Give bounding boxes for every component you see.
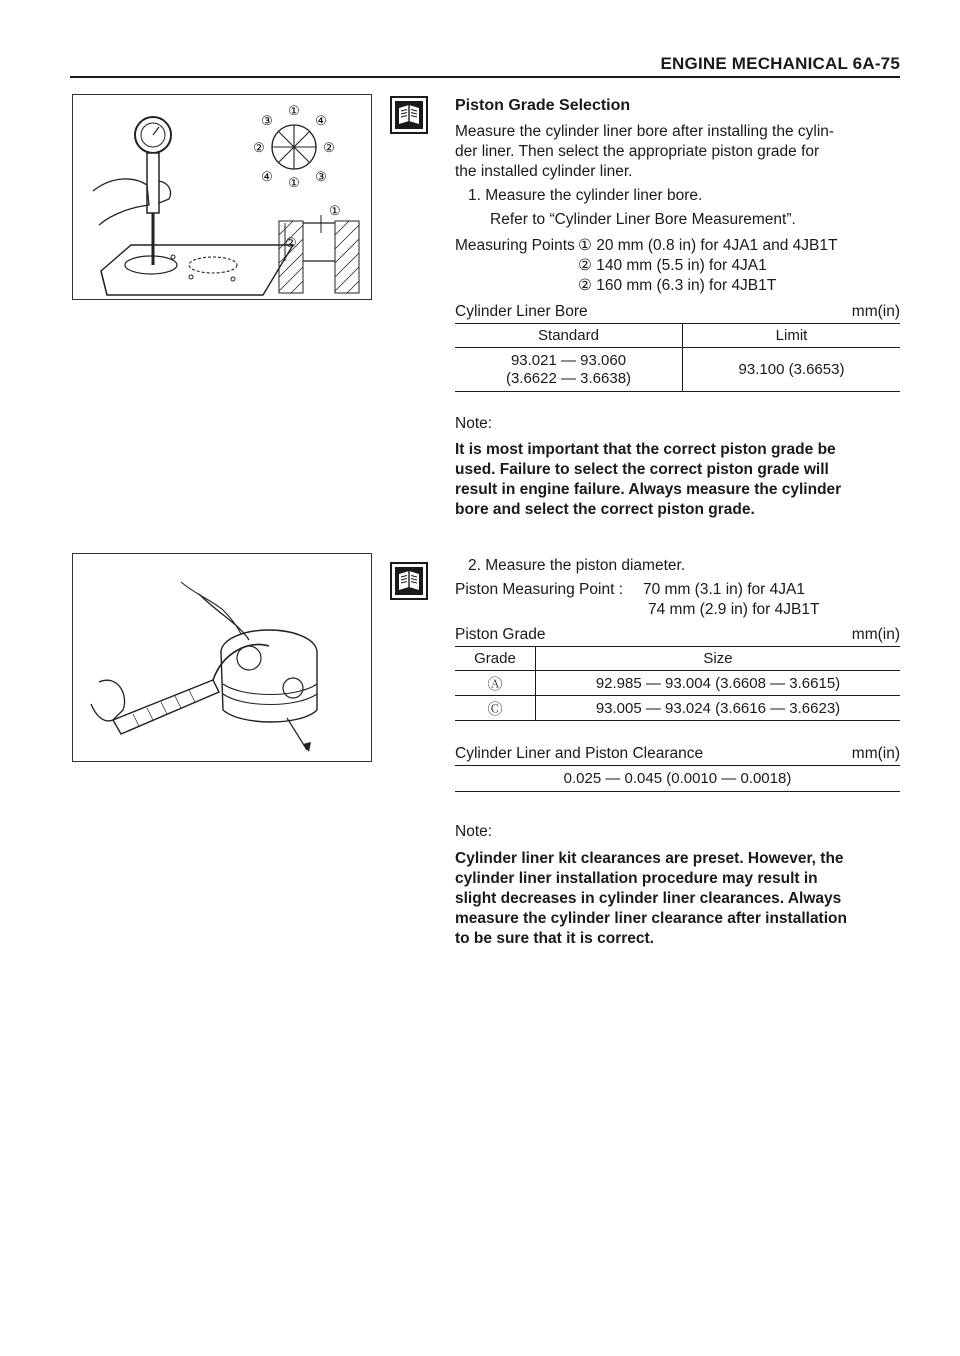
bore-standard-cell xyxy=(455,348,683,392)
grade-table-title-row xyxy=(455,626,900,644)
micrometer-illustration xyxy=(73,554,371,761)
note-2-line-3: slight decreases in cylinder liner clearances. Always xyxy=(455,890,842,907)
grade-c-size: 93.005 — 93.024 (3.6616 — 3.6623) xyxy=(595,699,841,717)
depth-label-1: ① xyxy=(329,203,341,218)
bore-table xyxy=(455,323,900,392)
bore-header-standard: Standard xyxy=(455,324,683,348)
piston-measuring-point-2: 74 mm (2.9 in) for 4JB1T xyxy=(648,601,820,618)
bore-table-title-row xyxy=(455,303,900,321)
clearance-value: 0.025 — 0.045 (0.0010 — 0.0018) xyxy=(563,770,792,787)
step-2: 2. Measure the piston diameter. xyxy=(468,557,686,574)
bore-table-title: Cylinder Liner Bore xyxy=(455,303,588,320)
piston-measuring-point-1: 70 mm (3.1 in) for 4JA1 xyxy=(643,581,805,598)
clearance-table-unit: mm(in) xyxy=(851,745,900,762)
manual-book-icon xyxy=(390,96,428,134)
table-row xyxy=(455,671,900,696)
note-1-line-3: result in engine failure. Always measure the cylinder xyxy=(455,481,842,498)
intro-line-1: Measure the cylinder liner bore after installing the cylin- xyxy=(455,123,835,140)
note-1-line-2: used. Failure to select the correct piston grade will xyxy=(455,461,829,478)
note-1-line-4: bore and select the correct piston grade. xyxy=(455,501,755,518)
measuring-points-label: Measuring Points xyxy=(455,237,575,254)
piston-measuring-point-label: Piston Measuring Point : xyxy=(455,581,624,598)
grade-c: Ⓒ xyxy=(455,696,536,721)
bore-gauge-illustration xyxy=(73,95,371,299)
bore-limit: 93.100 (3.6653) xyxy=(738,361,845,378)
clearance-table-title-row xyxy=(455,745,900,763)
step-1: 1. Measure the cylinder liner bore. xyxy=(468,187,703,204)
grade-header-size: Size xyxy=(703,650,733,667)
measuring-point-3: ② 160 mm (6.3 in) for 4JB1T xyxy=(578,277,777,294)
position-label-2-left: ② xyxy=(253,140,265,155)
position-label-4-bottom: ④ xyxy=(261,169,273,184)
bore-standard-in: (3.6622 — 3.6638) xyxy=(505,369,632,387)
note-label-2: Note: xyxy=(455,823,493,840)
grade-table xyxy=(455,646,900,721)
position-label-1-top: ① xyxy=(288,103,300,118)
note-2-line-5: to be sure that it is correct. xyxy=(455,930,654,947)
note-2-line-4: measure the cylinder liner clearance after installation xyxy=(455,910,847,927)
grade-table-title: Piston Grade xyxy=(455,626,546,643)
section-title: Piston Grade Selection xyxy=(455,97,631,114)
intro-line-2: der liner. Then select the appropriate piston grade for xyxy=(455,143,820,160)
position-label-2-right: ② xyxy=(323,140,335,155)
position-label-1-bottom: ① xyxy=(288,175,300,190)
table-row xyxy=(455,696,900,721)
intro-line-3: the installed cylinder liner. xyxy=(455,163,633,180)
note-label-1: Note: xyxy=(455,415,493,432)
header-rule xyxy=(70,76,900,78)
grade-table-unit: mm(in) xyxy=(851,626,900,643)
note-2-line-2: cylinder liner installation procedure may result in xyxy=(455,870,818,887)
depth-label-2: ② xyxy=(285,235,297,250)
measuring-point-1: ① 20 mm (0.8 in) for 4JA1 and 4JB1T xyxy=(578,237,838,254)
grade-header-grade: Grade xyxy=(455,647,536,671)
measuring-point-2: ② 140 mm (5.5 in) for 4JA1 xyxy=(578,257,767,274)
position-label-4-top: ④ xyxy=(315,113,327,128)
position-label-3-top: ③ xyxy=(261,113,273,128)
step-1-reference: Refer to “Cylinder Liner Bore Measurement”. xyxy=(490,211,796,228)
manual-book-icon xyxy=(390,562,428,600)
grade-a: Ⓐ xyxy=(455,671,536,696)
clearance-table-title: Cylinder Liner and Piston Clearance xyxy=(455,745,704,762)
clearance-table xyxy=(455,765,900,792)
note-2-line-1: Cylinder liner kit clearances are preset. However, the xyxy=(455,850,844,867)
position-label-3-bottom: ③ xyxy=(315,169,327,184)
grade-a-size: 92.985 — 93.004 (3.6608 — 3.6615) xyxy=(595,674,841,692)
bore-header-limit: Limit xyxy=(775,327,808,344)
bore-gauge-figure xyxy=(72,94,372,300)
note-1-line-1: It is most important that the correct piston grade be xyxy=(455,441,836,458)
page-header: ENGINE MECHANICAL 6A-75 xyxy=(660,54,900,73)
bore-standard-mm: 93.021 — 93.060 xyxy=(510,351,627,369)
bore-table-unit: mm(in) xyxy=(851,303,900,320)
micrometer-figure xyxy=(72,553,372,762)
